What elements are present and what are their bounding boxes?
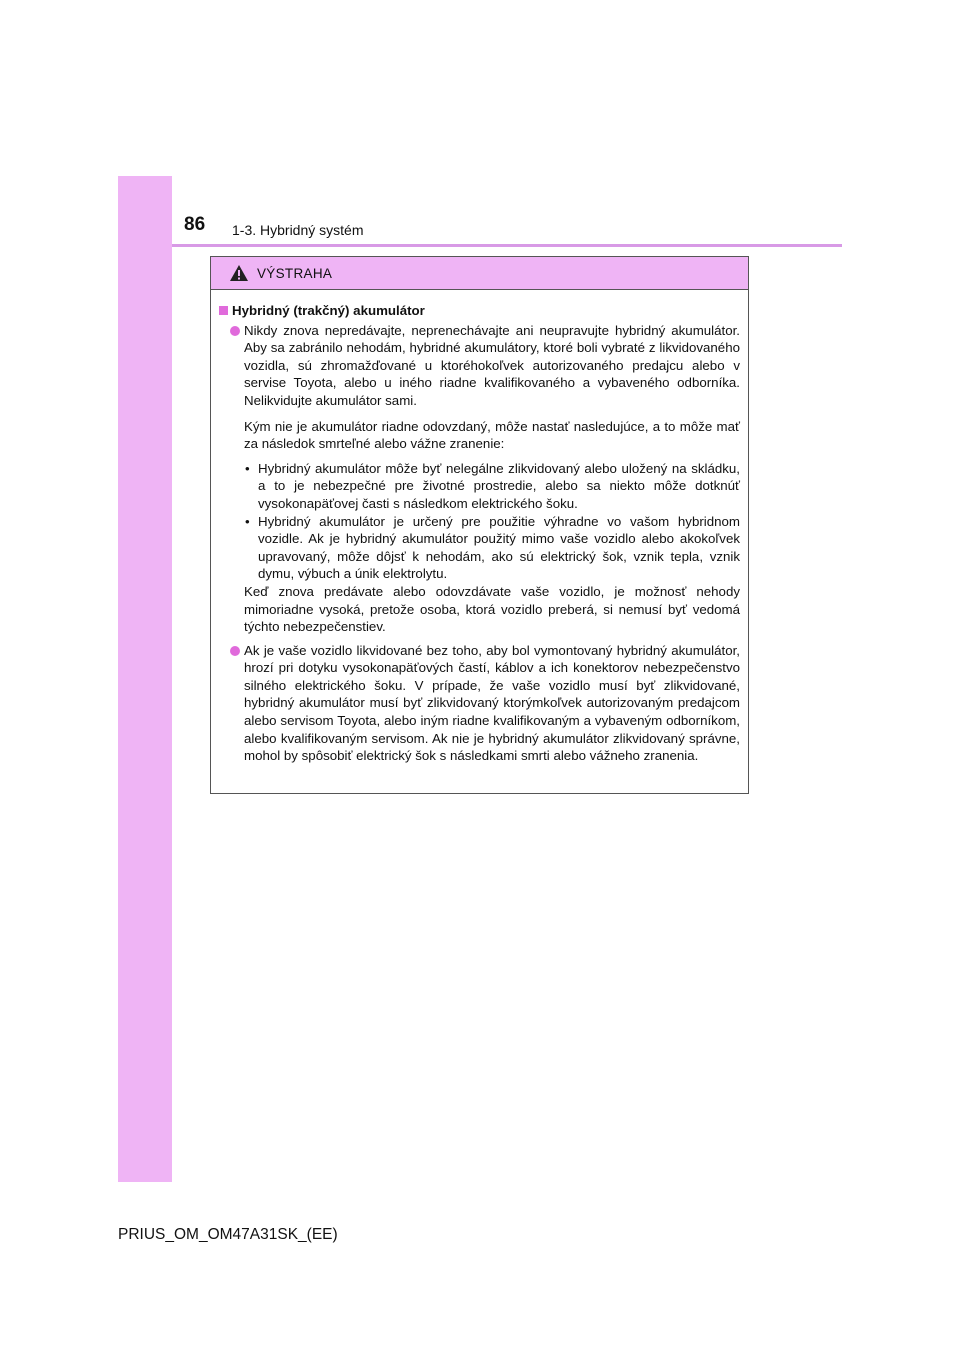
- square-bullet-icon: [219, 306, 228, 315]
- sub-list-item-text: Hybridný akumulátor môže byť nelegálne zlikvidovaný alebo uložený na skládku, a to je nebezpečné pre životné prostredie, alebo sa niekto môže dotknúť vysokonapäťovej časti s následkom elektrického šoku.: [258, 460, 740, 511]
- warning-box: [210, 256, 749, 794]
- bullet-icon: •: [245, 513, 250, 529]
- sub-list-item-text: Hybridný akumulátor je určený pre použitie výhradne vo vašom hybridnom vozidle. Ak je hybridný akumulátor použitý mimo vaše vozidlo alebo akokoľvek upravovaný, môže dôjsť k nehodám, ako sú elektrický šok, vznik tepla, vznik dymu, výbuch a únik elektrolytu.: [258, 513, 740, 582]
- section-title: 1-3. Hybridný systém: [232, 222, 364, 238]
- page-number: 86: [184, 214, 206, 235]
- warning-body: [211, 290, 748, 765]
- circle-bullet-icon: [230, 646, 240, 656]
- header-rule: [172, 244, 842, 247]
- warning-triangle-icon: [229, 264, 249, 282]
- list-item: [219, 642, 740, 765]
- warning-heading-text: Hybridný (trakčný) akumulátor: [232, 303, 425, 318]
- footer-document-code: PRIUS_OM_OM47A31SK_(EE): [118, 1226, 338, 1243]
- sub-list-item: [244, 460, 740, 513]
- warning-title: VÝSTRAHA: [257, 265, 333, 281]
- sub-list: [219, 460, 740, 583]
- list-item: [219, 322, 740, 410]
- circle-bullet-icon: [230, 326, 240, 336]
- paragraph: Keď znova predávate alebo odovzdávate vaše vozidlo, je možnosť nehody mimoriadne vysoká, pretože osoba, ktorá vozidlo preberá, si nemusí byť vedomá týchto nebezpečenstiev.: [244, 583, 740, 635]
- warning-heading: [219, 302, 740, 320]
- warning-header: [211, 257, 748, 290]
- list-item-text: Nikdy znova nepredávajte, neprenechávajte ani neupravujte hybridný akumulátor. Aby sa zabránilo nehodám, hybridné akumulátory, ktoré boli vybraté z likvidovaného vozidla, sú zhromažďované u ktoréhokoľvek autorizovaného predajcu alebo v servise Toyota, alebo u iného riadne kvalifikovaného a vybaveného odborníka. Nelikvidujte akumulátor sami.: [244, 322, 740, 408]
- side-tab-strip: [118, 176, 172, 1182]
- sub-list-item: [244, 513, 740, 583]
- bullet-icon: •: [245, 460, 250, 476]
- list-item-text: Ak je vaše vozidlo likvidované bez toho, aby bol vymontovaný hybridný akumulátor, hrozí pri dotyku vysokonapäťových častí, káblov a ich konektorov nebezpečenstvo silného elektrického šoku. V prípade, že vaše vozidlo musí byť zlikvidované, hybridný akumulátor musí byť zlikvidovaný ktorýmkoľvek autorizovaným predajcom alebo servisom Toyota, alebo iným riadne kvalifikovaným a vybaveným odborníkom, alebo kvalifikovaným servisom. Ak nie je hybridný akumulátor zlikvidovaný správne, mohol by spôsobiť elektrický šok s následkami smrti alebo vážneho zranenia.: [244, 642, 740, 764]
- paragraph: Kým nie je akumulátor riadne odovzdaný, môže nastať nasledujúce, a to môže mať za následok smrteľné alebo vážne zranenie:: [244, 418, 740, 452]
